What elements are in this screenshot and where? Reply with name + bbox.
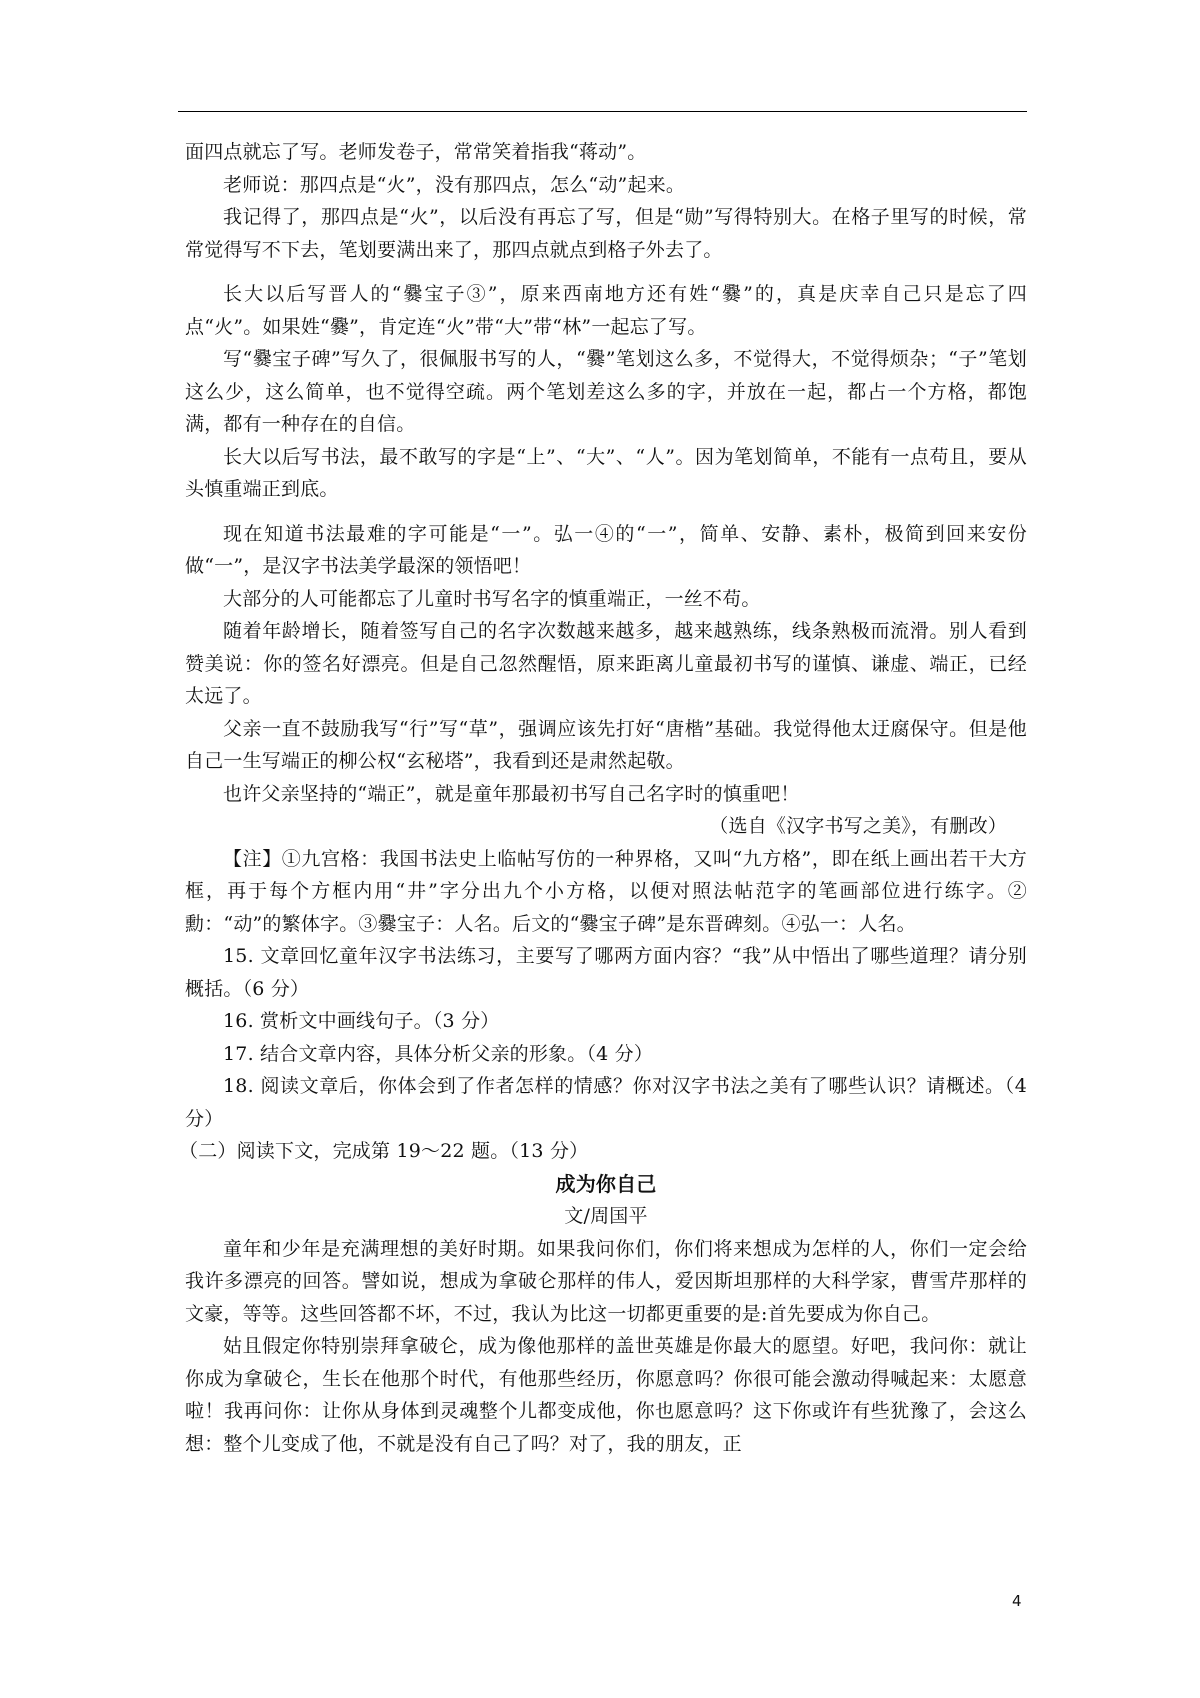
paragraph: 大部分的人可能都忘了儿童时书写名字的慎重端正，一丝不苟。 bbox=[223, 587, 761, 610]
paragraph: 17. 结合文章内容，具体分析父亲的形象。（4 分） bbox=[223, 1042, 654, 1065]
paragraph: 父亲一直不鼓励我写“行”写“草”，强调应该先打好“唐楷”基础。我觉得他太迂腐保守。但是他自己一生写端正的柳公权“玄秘塔”，我看到还是肃然起敬。 bbox=[185, 717, 1027, 772]
paragraph: 也许父亲坚持的“端正”，就是童年那最初书写自己名字时的慎重吧！ bbox=[223, 782, 800, 805]
paragraph: 15. 文章回忆童年汉字书法练习，主要写了哪两方面内容？“我”从中悟出了哪些道理？请分别概括。（6 分） bbox=[185, 945, 1027, 1000]
paragraph: 现在知道书法最难的字可能是“一”。弘一④的“一”，简单、安静、素朴，极简到回来安份做“一”，是汉字书法美学最深的领悟吧！ bbox=[185, 522, 1027, 577]
paragraph: 童年和少年是充满理想的美好时期。如果我问你们，你们将来想成为怎样的人，你们一定会给我许多漂亮的回答。譬如说，想成为拿破仑那样的伟人，爱因斯坦那样的大科学家，曹雪芹那样的文豪，等等。这些回答都不坏，不过，我认为比这一切都更重要的是:首先要成为你自己。 bbox=[185, 1237, 1027, 1325]
paragraph: （二）阅读下文，完成第 19～22 题。（13 分） bbox=[179, 1140, 589, 1162]
paragraph: 面四点就忘了写。老师发卷子，常常笑着指我“蒋动”。 bbox=[185, 141, 647, 163]
body-text bbox=[179, 136, 1027, 1460]
paragraph: 我记得了，那四点是“火”，以后没有再忘了写，但是“勋”写得特别大。在格子里写的时候，常常觉得写不下去，笔划要满出来了，那四点就点到格子外去了。 bbox=[185, 206, 1027, 261]
paragraph: 写“爨宝子碑”写久了，很佩服书写的人，“爨”笔划这么多，不觉得大，不觉得烦杂；“子”笔划这么少，这么简单，也不觉得空疏。两个笔划差这么多的字，并放在一起，都占一个方格，都饱满，都有一种存在的自信。 bbox=[185, 348, 1027, 435]
paragraph: 成为你自己 bbox=[555, 1171, 657, 1196]
paragraph: 16. 赏析文中画线句子。（3 分） bbox=[223, 1010, 500, 1032]
paragraph: 随着年龄增长，随着签写自己的名字次数越来越多，越来越熟练，线条熟极而流滑。别人看到赞美说：你的签名好漂亮。但是自己忽然醒悟，原来距离儿童最初书写的谨慎、谦虚、端正，已经太远了。 bbox=[185, 620, 1027, 707]
page-number: 4 bbox=[1012, 1592, 1022, 1610]
paragraph: 长大以后写书法，最不敢写的字是“上”、“大”、“人”。因为笔划简单，不能有一点苟且，要从头慎重端正到底。 bbox=[185, 445, 1027, 500]
paragraph: （选自《汉字书写之美》，有删改） bbox=[709, 815, 1007, 837]
paragraph: 长大以后写晋人的“爨宝子③”，原来西南地方还有姓“爨”的，真是庆幸自己只是忘了四点“火”。如果姓“爨”，肯定连“火”带“大”带“林”一起忘了写。 bbox=[185, 283, 1027, 338]
paragraph: 18. 阅读文章后，你体会到了作者怎样的情感？你对汉字书法之美有了哪些认识？请概述。（4 分） bbox=[185, 1075, 1027, 1130]
paragraph: 老师说：那四点是“火”，没有那四点，怎么“动”起来。 bbox=[223, 173, 686, 196]
paragraph: 【注】①九宫格：我国书法史上临帖写仿的一种界格，又叫“九方格”，即在纸上画出若干大方框，再于每个方框内用“井”字分出九个小方格，以便对照法帖范字的笔画部位进行练字。②勳：“动”的繁体字。③爨宝子：人名。后文的“爨宝子碑”是东晋碑刻。④弘一：人名。 bbox=[185, 847, 1027, 935]
paragraph: 文/周国平 bbox=[564, 1205, 648, 1227]
paragraph: 姑且假定你特别崇拜拿破仑，成为像他那样的盖世英雄是你最大的愿望。好吧，我问你：就让你成为拿破仑，生长在他那个时代，有他那些经历，你愿意吗？你很可能会激动得喊起来：太愿意啦！我再问你：让你从身体到灵魂整个儿都变成他，你也愿意吗？这下你或许有些犹豫了，会这么想：整个儿变成了他，不就是没有自己了吗？对了，我的朋友，正 bbox=[185, 1335, 1027, 1455]
header-rule bbox=[178, 111, 1027, 112]
